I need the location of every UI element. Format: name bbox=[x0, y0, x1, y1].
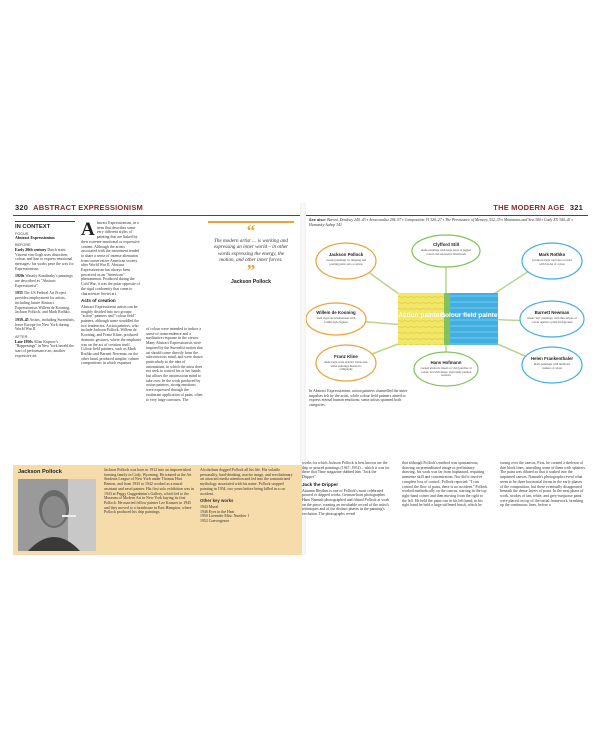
body-text: Autumn Rhythm is one of Pollock's most celebrated poured or dripped works. German-born photographer Hans Namuth photographed and filmed Pollock at work on the piece, creating an invaluable record of the artist's techniques and of the distinct phases in the painting's evolution. The photographs reveal bbox=[302, 488, 390, 517]
close-quote-mark: ” bbox=[246, 261, 256, 281]
node-desc: made large-scale abstract black-and-white paintings likened to calligraphy bbox=[324, 361, 368, 372]
node-name: Clyfford Still bbox=[432, 242, 460, 247]
key-work: 1952 Convergence bbox=[200, 519, 230, 524]
overlap-band bbox=[444, 293, 450, 345]
key-work: 1950 Lavender Mist: Number 1 bbox=[200, 514, 250, 519]
node-name: Willem de Kooning bbox=[316, 310, 356, 315]
context-entry: 1935 The US Federal Art Project provides employment for artists, including future Abstract Expressionists Willem de Kooning, Jackson Pollock, and Mark Rothko. bbox=[15, 291, 71, 315]
context-entry: 1939–45 Artists, including Surrealists, leave Europe for New York during World War II. bbox=[15, 317, 75, 332]
biography-column-2: Alcoholism dogged Pollock all his life. His volatile personality, hard-drinking, macho image, and revolutionary art attracted media attention and fed into the romanticized mythology associated with his name. Pollock stopped painting in 1954, two years before being killed in a car accident. Other key works 1943 Mural 1946 Eyes in the Heat 1950 Lavender Mist: Number 1 1952 Convergence bbox=[200, 468, 293, 524]
right-section-title: THE MODERN AGE bbox=[493, 203, 565, 212]
node-desc: produced large canvases covered with blocks of colour bbox=[532, 259, 572, 266]
key-work: 1943 Mural bbox=[200, 504, 219, 509]
pull-quote bbox=[208, 221, 294, 327]
action-painters-block bbox=[398, 293, 450, 345]
left-section-title: ABSTRACT EXPRESSIONISM bbox=[33, 203, 143, 212]
biography-box bbox=[13, 465, 302, 555]
key-work: 1946 Eyes in the Heat bbox=[200, 509, 235, 514]
right-column-2: that although Pollock's method was spontaneous, drawing on premeditated image or preliminary drawing, his work was far from haphazard, requiring immense skill and concentration. Nor did it involve complete loss of control; Pollock reported: "I can control the flow of paint, there is no accident." Pollock worked methodically on the canvas, starting in the top right-hand corner and then moving from the right to the left. He held the paint can in his left hand; in his right hand he held a large stiffened brush, which he bbox=[402, 461, 488, 508]
left-column-2 bbox=[146, 327, 204, 402]
portrait-image bbox=[18, 479, 96, 551]
right-header bbox=[493, 203, 586, 214]
right-column-3: swung over the canvas. First, he created a skeleton of thin black lines, unsettling some of them with splatters. The paint was diluted so that it soaked into the unprimed canvas. Namuth's photographs reveal what seem to be three horizontal forms in the early phases of the composition, but these eventually disappeared beneath the dense layers of paint. In the next phase of work, strokes of tan, white, and grey-turquoise paint were placed on top of the initial framework, breaking up the continuous lines, before a bbox=[500, 461, 587, 508]
diagram-caption: In Abstract Expressionism, action painters channelled the inner impulses felt by the artist, while colour field painters aimed to express eternal human emotions; some artists spanned both categories. bbox=[309, 389, 408, 408]
jack-the-dripper-heading: Jack the Dripper bbox=[302, 481, 338, 487]
left-header bbox=[15, 203, 143, 214]
in-context-box bbox=[15, 221, 75, 462]
intro-text: bstract Expressionism, in a term that describes some very different styles of painting that are linked by their extreme emotional or expressive content. Although the artists associated with the movement tended to share a sense of intense alienation from conservative American society after World War II, Abstract Expressionism has always been perceived as an "American" phenomenon. Produced during the Cold War, it was the polar opposite of the rigid conformity that came to characterize Soviet art. bbox=[81, 221, 140, 296]
focus-label: FOCUS bbox=[15, 231, 29, 236]
left-page-number: 320 bbox=[15, 203, 29, 212]
see-also bbox=[309, 218, 587, 228]
see-also-list: Baroni, Dendsey 240–43 ▪ Avraconalist 294–97 ▪ Composition VI 320–27 ▪ The Presistance of Memory 332–35 ▪ Mountains and Sea 340 ▪ Cady XX 340–41 ▪ Humanity Aahep 341 bbox=[309, 218, 573, 227]
node-name: Franz Kline bbox=[334, 354, 358, 359]
node-name: Barnett Newman bbox=[534, 310, 570, 315]
see-also-label: See also: bbox=[309, 217, 327, 222]
painters-diagram bbox=[306, 229, 588, 389]
node-desc: used vigorous brushstrokes with Cubist-style figures bbox=[316, 317, 356, 324]
biography-title: Jackson Pollock bbox=[18, 469, 62, 475]
action-painters-label: Action painters bbox=[398, 312, 446, 319]
node-desc: created paintings by dripping and pouring paint onto a canvas bbox=[325, 259, 367, 266]
node-name: Jackson Pollock bbox=[328, 252, 364, 257]
before-label: BEFORE bbox=[15, 243, 31, 248]
right-column-1: works for which Jackson Pollock is best known are the drip or poured paintings (1947–1952) – which it was for these that Time magazine dubbed him "Jack the Dripper". Jack the Dripper Autumn Rhythm is one of Pollock's most celebrated poured or dripped works. German-born photographer Hans Namuth photographed and filmed Pollock at work on the piece, creating an invaluable record of the artist's techniques and of the distinct phases in the painting's evolution. The photographs reveal bbox=[302, 461, 390, 517]
quote-author: Jackson Pollock bbox=[231, 279, 271, 286]
node-name: Mark Rothko bbox=[538, 252, 566, 257]
right-header-rule bbox=[306, 215, 588, 216]
right-page-number: 321 bbox=[569, 203, 583, 212]
key-works-heading: Other key works bbox=[200, 498, 234, 504]
artist-photo bbox=[18, 479, 96, 551]
after-label: AFTER bbox=[15, 335, 28, 340]
drop-cap: A bbox=[81, 219, 95, 240]
context-entry: 1920s Wassily Kandinsky's paintings are described as "Abstract Expressionist". bbox=[15, 274, 73, 288]
biography-column-1: Jackson Pollock was born in 1912 into an impoverished farming family in Cody, Wyoming. He trained at the Art Students League of New York under Thomas Hart Benton, and from 1935 to 1942 worked as a mural assistant and easel painter. His first solo exhibition was in 1943 at Peggy Guggenheim's Gallery, which led to the Museum of Modern Art in New York buying its first Pollock. He married fellow painter Lee Krasner in 1945 and they moved to a farmhouse in East Hampton, where Pollock produced his drip paintings. bbox=[104, 468, 194, 515]
left-column-1 bbox=[81, 221, 141, 366]
node-desc: created abstracts based on vivid patches of colour, but with dense, vigorously painted surfaces bbox=[420, 367, 472, 378]
left-header-rule bbox=[13, 215, 300, 216]
node-name: Helen Frankenthaler bbox=[530, 356, 574, 361]
node-name: Hans Hofmann bbox=[430, 360, 462, 365]
body-text: Abstract Expressionist artists can be roughly divided into two groups: "action" painters and "colour field" painters, although some straddled the two tendencies. Action painters, who include Jackson Pollock, Willem de Kooning, and Franz Kline, produced dramatic gestures, where the emphasis was on the act of creation itself. Colour field painters, such as Mark Rothko and Barnett Newman, on the other hand, produced simpler, calmer compositions in which expanses bbox=[81, 304, 141, 366]
right-page bbox=[302, 203, 588, 555]
node-desc: made "zip" paintings, with thin stripes of colour against a plain background bbox=[527, 317, 577, 324]
acts-of-creation-heading: Acts of creation bbox=[81, 298, 116, 304]
context-entry: Late 1950s Allan Kaprow's "Happenings" in New York herald the start of performance art, another expressive art. bbox=[15, 339, 74, 358]
context-entry: Early 20th century Dutch artist Vincent van Gogh uses distortion, colour, and line to express emotional messages: his works pave the way for Expressionism. bbox=[15, 247, 74, 271]
left-page bbox=[13, 203, 300, 555]
in-context-heading: IN CONTEXT bbox=[15, 224, 51, 230]
colour-field-label: Colour field painters bbox=[440, 312, 504, 319]
colour-field-block bbox=[444, 293, 498, 345]
book-spread bbox=[13, 203, 588, 555]
node-desc: made paintings with large areas of jagged colour and expressive brushwork bbox=[421, 249, 471, 256]
quote-text: The modern artist … is working and expressing an inner world – in other words expressing the energy, the motion, and other inner forces. bbox=[213, 238, 289, 263]
focus-value: Abstract Expressionism bbox=[15, 236, 55, 241]
body-text: of colour were intended to induce a sense of transcendence and a meditative response in the viewer. Many Abstract Expressionists were inspired by the Surrealist notion that art should come directly from the subconscious mind, and were drawn particularly to the idea of automatism, in which the artist does not seek to control his or her hands but allows the unconscious mind to take over. In the work produced by action painters, strong emotions were expressed through the exuberant application of paint, often to very large canvases. The bbox=[146, 327, 203, 402]
open-quote-mark: “ bbox=[246, 221, 256, 240]
node-desc: made paintings with luminous washes of colour bbox=[533, 363, 571, 370]
